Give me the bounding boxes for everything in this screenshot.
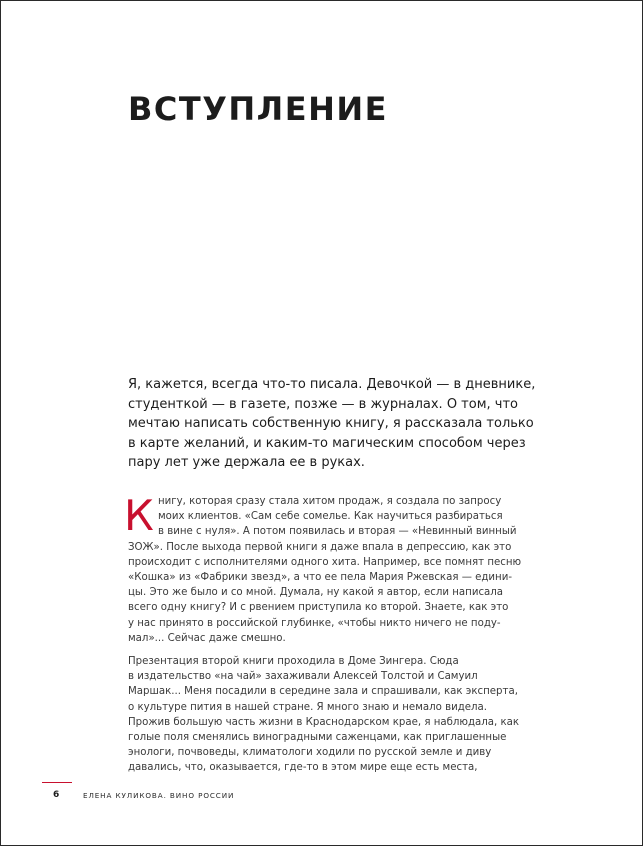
body-line: всего одну книгу? И с рвением приступила ко второй. Знаете, как это xyxy=(128,602,509,614)
body-line: «Кошка» из «Фабрики звезд», а что ее пела Мария Ржевская — едини- xyxy=(128,572,513,584)
lead-line: мечтаю написать собственную книгу, я рассказала только xyxy=(128,416,534,432)
body-line: моих клиентов. «Сам себе сомелье. Как научиться разбираться xyxy=(158,511,503,523)
body-paragraph-2 xyxy=(128,654,548,776)
body-line: цы. Это же было и со мной. Думала, ну какой я автор, если написала xyxy=(128,587,504,599)
body-line: происходит с исполнителями одного хита. Например, все помнят песню xyxy=(128,556,522,568)
body-paragraph-1 xyxy=(128,494,548,646)
page-number: 6 xyxy=(53,790,60,800)
body-line: у нас принято в российской глубинке, «чтобы никто ничего не поду- xyxy=(128,617,501,629)
body-line: в вине с нуля». А потом появилась и вторая — «Невинный винный xyxy=(158,526,517,538)
body-line: о культуре пития в нашей стране. Я много знаю и немало видела. xyxy=(128,701,488,713)
body-line: энологи, почвоведы, климатологи ходили по русской земле и диву xyxy=(128,747,492,759)
body-line: давались, что, оказывается, где-то в этом мире еще есть места, xyxy=(128,762,478,774)
lead-paragraph xyxy=(128,375,538,473)
body-line: ЗОЖ». После выхода первой книги я даже впала в депрессию, как это xyxy=(128,541,512,553)
drop-cap: К xyxy=(124,491,154,540)
body-line: мал»... Сейчас даже смешно. xyxy=(128,632,286,644)
lead-line: пару лет уже держала ее в руках. xyxy=(128,455,365,471)
body-line: нигу, которая сразу стала хитом продаж, я создала по запросу xyxy=(158,496,502,507)
body-line: Маршак... Меня посадили в середине зала и спрашивали, как эксперта, xyxy=(128,686,518,698)
chapter-title: ВСТУПЛЕНИЕ xyxy=(128,90,389,128)
body-line: Прожив большую часть жизни в Краснодарском крае, я наблюдала, как xyxy=(128,716,520,728)
body-line: голые поля сменялись виноградными саженцами, как приглашенные xyxy=(128,732,507,744)
body-line: в издательство «на чай» захаживали Алексей Толстой и Самуил xyxy=(128,671,478,683)
body-line: Презентация второй книги проходила в Доме Зингера. Сюда xyxy=(128,656,459,667)
lead-line: Я, кажется, всегда что-то писала. Девочкой — в дневнике, xyxy=(128,377,536,392)
lead-line: студенткой — в газете, позже — в журналах. О том, что xyxy=(128,396,518,412)
lead-line: в карте желаний, и каким-то магическим способом через xyxy=(128,435,526,451)
running-head: ЕЛЕНА КУЛИКОВА. ВИНО РОССИИ xyxy=(83,791,235,800)
footer-accent-rule xyxy=(42,782,72,783)
